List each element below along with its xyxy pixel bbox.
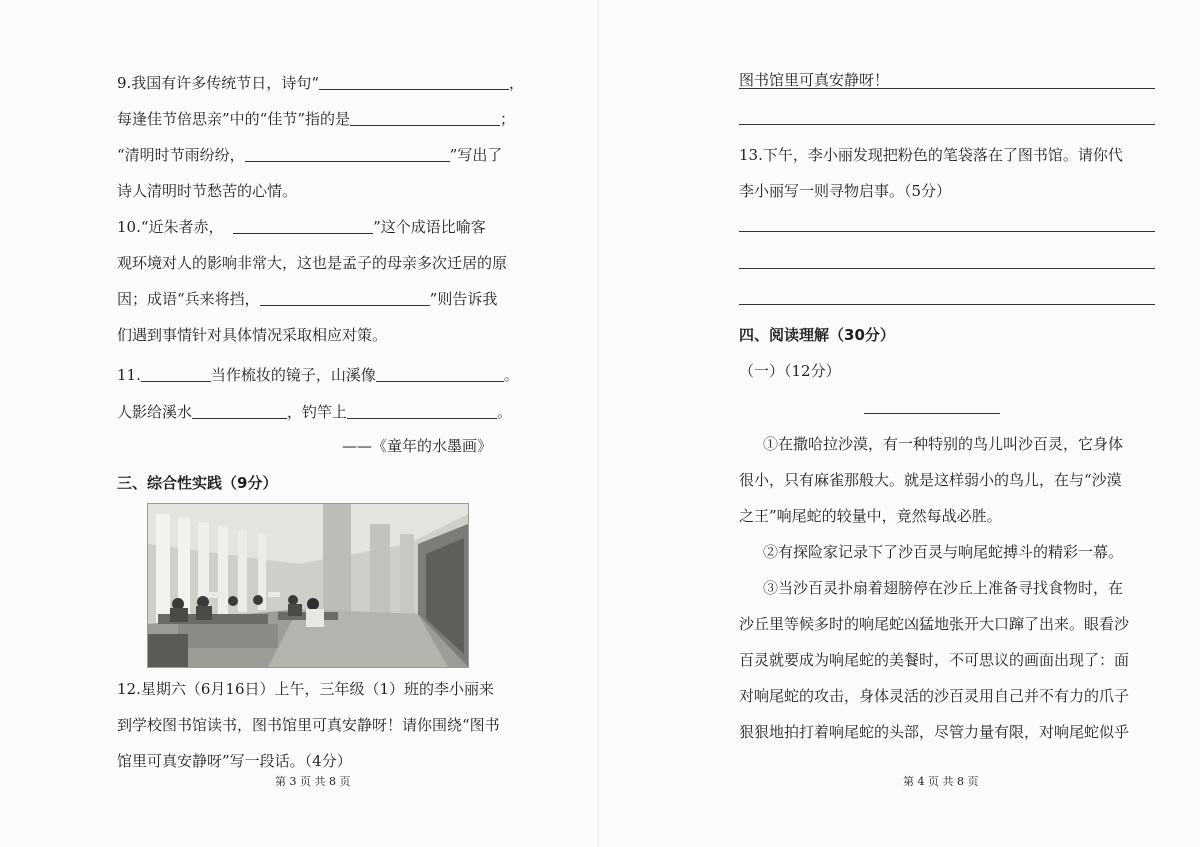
q9-blank-2[interactable]: [350, 109, 500, 126]
reading-title-blank[interactable]: [864, 413, 1000, 414]
reading-line: 之王”响尾蛇的较量中，竟然每战必胜。: [739, 507, 1002, 525]
q9-line-4: 诗人清明时节愁苦的心情。: [117, 182, 298, 200]
q11-source: ——《童年的水墨画》: [342, 437, 493, 455]
section-4-title: 四、阅读理解（30分）: [739, 326, 895, 344]
q13-line-2: 李小丽写一则寻物启事。（5分）: [739, 182, 952, 200]
q9-text: 每逢佳节倍思亲”中的“佳节”指的是: [117, 110, 351, 128]
library-photo: [147, 503, 469, 668]
q11-text: ，钓竿上: [287, 403, 348, 421]
q10-line-3: [117, 289, 497, 309]
reading-line: 很小，只有麻雀那般大。就是这样弱小的鸟儿，在与“沙漠: [739, 471, 1122, 489]
page-footer-4: 第 4 页 共 8 页: [903, 775, 979, 788]
answer-rule-5[interactable]: [739, 304, 1155, 305]
reading-line: 对响尾蛇的攻击，身体灵活的沙百灵用自己并不有力的爪子: [739, 687, 1130, 705]
q10-text: ”则告诉我: [429, 290, 498, 308]
q9-text: ，: [508, 74, 524, 92]
q13-line-1: 13.下午，李小丽发现把粉色的笔袋落在了图书馆。请你代: [739, 146, 1123, 164]
q11-blank-1[interactable]: [141, 365, 211, 382]
reading-line: 狠狠地拍打着响尾蛇的头部，尽管力量有限，对响尾蛇似乎: [739, 723, 1130, 741]
q10-line-4: 们遇到事情针对具体情况采取相应对策。: [117, 326, 388, 344]
q9-line-2: [117, 109, 515, 129]
q9-blank-3[interactable]: [245, 145, 450, 162]
q11-line-1: [117, 365, 519, 385]
reading-line: ③当沙百灵扑扇着翅膀停在沙丘上准备寻找食物时，在: [763, 579, 1124, 597]
q10-blank-2[interactable]: [260, 289, 430, 306]
q11-blank-2[interactable]: [376, 365, 504, 382]
q11-text: 人影给溪水: [117, 403, 193, 421]
part-1-title: （一）（12分）: [739, 362, 841, 380]
answer-rule-4[interactable]: [739, 268, 1155, 269]
q9-line-3: [117, 145, 502, 165]
q10-line-1: [117, 217, 486, 237]
q9-text: ”写出了: [449, 146, 503, 164]
q10-line-2: 观环境对人的影响非常大，这也是孟子的母亲多次迁居的原: [117, 254, 508, 272]
page-footer-3: 第 3 页 共 8 页: [275, 775, 351, 788]
answer-rule-3[interactable]: [739, 231, 1155, 232]
q11-text: 11.: [117, 366, 141, 384]
q10-text: 10.“近朱者赤，: [117, 218, 224, 236]
q11-text: 当作梳妆的镜子，山溪像: [210, 366, 376, 384]
q9-blank-1[interactable]: [319, 73, 509, 90]
q11-blank-3[interactable]: [192, 402, 287, 419]
answer-rule-1[interactable]: [739, 88, 1155, 89]
q11-line-2: [117, 402, 512, 422]
q10-text: 因；成语“兵来将挡，: [117, 290, 260, 308]
q9-line-1: [117, 73, 524, 93]
q11-blank-4[interactable]: [347, 402, 497, 419]
q11-text: 。: [503, 366, 519, 384]
reading-line: ①在撒哈拉沙漠，有一种特别的鸟儿叫沙百灵，它身体: [763, 435, 1124, 453]
section-3-title: 三、综合性实践（9分）: [117, 474, 278, 492]
reading-line: 百灵就要成为响尾蛇的美餐时，不可思议的画面出现了：面: [739, 651, 1130, 669]
q9-text: “清明时节雨纷纷，: [117, 146, 245, 164]
q10-blank-1[interactable]: [233, 217, 373, 234]
q10-text: ”这个成语比喻客: [373, 218, 486, 236]
library-photo-illustration: [148, 504, 468, 667]
answer-rule-2[interactable]: [739, 124, 1155, 125]
q12-answer-line-1: 图书馆里可真安静呀！: [739, 71, 890, 89]
q11-text: 。: [497, 403, 513, 421]
q9-text: 9.我国有许多传统节日，诗句“: [117, 74, 319, 92]
q12-line-1: 12.星期六（6月16日）上午，三年级（1）班的李小丽来: [117, 680, 495, 698]
q12-line-2: 到学校图书馆读书，图书馆里可真安静呀！请你围绕“图书: [117, 716, 500, 734]
reading-line: 沙丘里等候多时的响尾蛇凶猛地张开大口蹿了出来。眼看沙: [739, 615, 1130, 633]
exam-page-4: [600, 0, 1200, 847]
reading-line: ②有探险家记录下了沙百灵与响尾蛇搏斗的精彩一幕。: [763, 543, 1124, 561]
q9-text: ；: [500, 110, 516, 128]
q12-line-3: 馆里可真安静呀”写一段话。（4分）: [117, 752, 352, 770]
